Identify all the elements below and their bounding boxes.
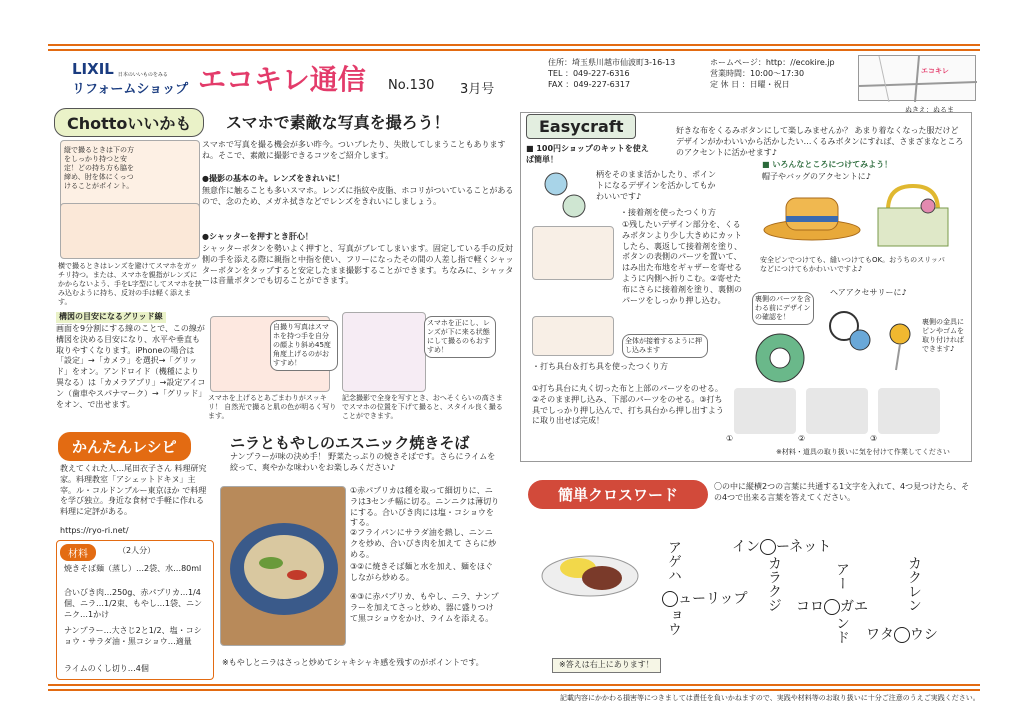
ingredient-2: 合いびき肉…250g、赤パプリカ…1/4個、ニラ…1/2束、もやし…1袋、ニンニク…1かけ	[64, 588, 202, 619]
use-text: 帽子やバッグのアクセントに♪	[762, 172, 871, 181]
button-kit-image	[540, 170, 590, 220]
recipe-note: ※もやしとニラはさっと炒めてシャキシャキ感を残すのがポイントです。	[222, 658, 484, 667]
caption-fullbody-2: 記念撮影で全身を写すとき、おへそくらいの高さまでスマホの位置を下げて撮ると、スタイル良く撮ることができます。	[342, 394, 503, 421]
cw-w4b: ワタ	[866, 627, 894, 643]
cw-w2b: ューリップ	[678, 591, 748, 607]
cw-w4c: ウシ	[909, 627, 938, 643]
recipe-step-4: ④③に赤パプリカ、もやし、ニラ、ナンプラーを加えてさっと炒め、器に盛りつけて黒コショウをかけ、ライムを添える。	[350, 592, 499, 623]
footer-disclaimer: 記載内容にかかわる損害等につきましては責任を負いかねますので、実践や材料等のお取り扱いに十分ご注意のうえご実践ください。	[560, 694, 980, 702]
bag-icon	[870, 182, 956, 248]
cw-word-ageha: アゲハ	[666, 540, 682, 582]
bag-image	[870, 182, 956, 248]
easycraft-intro: 好きな布をくるみボタンにして楽しみませんか？ あまり着なくなった服だけどデザインがかわいいから活かしたい…くるみボタンにすれば、さまざまなところのアクセントに活かせます♪	[676, 126, 964, 157]
cw-word-wataushi	[866, 624, 938, 644]
tip1-heading: ●撮影の基本のキ。レンズをきれいに！	[202, 174, 345, 183]
pin-caption: 安全ピンでつけても、縫いつけてもOK。おうちのスリッパなどにつけてもかわいいですよ♪	[760, 256, 945, 274]
fax: FAX ：049-227-6317	[548, 79, 631, 89]
cw-blank-4[interactable]	[894, 627, 910, 643]
newsletter-title: エコキレ通信	[198, 63, 366, 96]
cw-word-kakurenbo: カクレン	[906, 556, 922, 612]
hair-tie-icon	[820, 300, 920, 374]
fullbody-photo-illustration	[342, 312, 426, 392]
how-steps: ①残したいデザイン部分を、くるみボタンより少し大きめにカットしたら、裏返して接着剤を塗り、ボタンの表側のパーツを置いて、はみ出た布地をギャザーを寄せるように内側へ折りこむ。②寄せた布にさらに接着剤を塗り、裏側のパーツをしっかり押し込む。	[622, 220, 742, 305]
clasp-caption: 裏側の金具にピンやゴムを取り付ければできます♪	[922, 318, 964, 354]
materials-note: ※材料・道具の取り扱いに気を付けて作業してください	[776, 448, 950, 456]
ingredients-label: 材料	[60, 544, 96, 561]
issue-number: No.130	[388, 78, 435, 93]
yakisoba-photo	[220, 486, 346, 646]
press-step-3-image	[878, 388, 940, 434]
plate-icon	[221, 487, 347, 647]
hours-block	[710, 58, 835, 90]
caption-vertical-hold: 縦で撮るときは下の方をしっかり持つと安定！どの持ち方も脇を締め、肘を体にくっつけることがポイント。	[64, 146, 134, 191]
corner-note: ぬきえ：ぬるま	[905, 106, 954, 114]
recipe-url[interactable]: https://ryo-ri.net/	[60, 526, 129, 535]
kit-text: 柄をそのまま活かしたり、ポイントになるデザインを活かしてもかわいいです♪	[596, 170, 716, 201]
company-tagline: 日本のいいものをみる	[117, 72, 168, 78]
how-title: ・接着剤を使ったつくり方	[620, 208, 716, 217]
hands-step2-image	[532, 316, 614, 356]
button-back-icon	[752, 330, 808, 386]
easycraft-tag: Easycraft	[526, 114, 636, 139]
tip2-heading: ●シャッターを押すとき肝心！	[202, 232, 313, 241]
food-plate-icon	[540, 540, 640, 600]
cw-word-karakuji: カラクジ	[766, 556, 782, 612]
press-step-3-number: ③	[870, 434, 878, 443]
cover-button-icon	[540, 170, 590, 220]
ingredient-1: 焼きそば麺（蒸し）…2袋、水…80ml	[64, 564, 202, 573]
press-step-2-number: ②	[798, 434, 806, 443]
cw-w3c: ガエ	[840, 599, 868, 615]
hand-holding-phone-horizontal-image	[60, 203, 200, 259]
contact-block	[548, 58, 675, 90]
how2-steps: ①打ち具台に丸く切った布と上部のパーツをのせる。②そのまま押し込み、下部のパーツをのせる。③打ち具でしっかり押し込んで、打ち具台から押し出すように取り出せば完成！	[532, 384, 724, 426]
grid-title: 構図の目安になるグリッド線	[56, 312, 166, 323]
hat-icon	[762, 186, 862, 242]
issue-month: 3月号	[460, 82, 495, 97]
ingredient-3: ナンプラー…大さじ2と1/2、塩・コショウ・サラダ油・黒コショウ…適量	[64, 626, 202, 646]
use-title: ■ いろんなところにつけてみよう！	[762, 160, 893, 169]
footer-rule	[48, 684, 980, 686]
header-top-rule	[48, 44, 980, 46]
how2-title: ・打ち具台＆打ち具を使ったつくり方	[532, 362, 668, 371]
caption-fullbody: スマホを正にし、レンズが下に来る状態にして撮るのもおすすめ！	[424, 316, 496, 358]
caption-horizontal-hold: 横で撮るときはレンズを避けてスマホをガッチリ持つ。または、スマホを親指がレンズにかからないよう、手をL字型にしてスマホを挟み込むように持ち、反対の手は軽く添えます。	[58, 262, 202, 307]
tip2-text: シャッターボタンを勢いよく押すと、写真がブレてしまいます。固定している手の反対側の手を添える際に親指と中指を使い、フリーになったその間の人差し指で軽くシャッターボタンをタップすると安定したまま撮影することができます。ちなみに、シャッターは音量ボタンでも切ることができます。	[202, 244, 514, 286]
header-top-rule-2	[48, 49, 980, 51]
cw-word-ar: アー	[834, 562, 850, 590]
cw-word-in	[732, 536, 831, 556]
back-caption: 裏側のパーツを含わる前にデザインの確認を！	[752, 292, 814, 325]
shop-map	[858, 55, 976, 101]
crossword-illustration	[540, 540, 640, 600]
cw-word-tulip	[662, 588, 747, 608]
address: 住所：埼玉県川越市仙波町3-16-13	[548, 58, 676, 67]
homepage-link[interactable]: ホームページ：http：//ecokire.jp	[710, 58, 835, 67]
cw-w1b: ーネット	[776, 539, 832, 555]
cw-w1a: イン	[732, 539, 760, 555]
crossword-tag: 簡単クロスワード	[528, 480, 708, 509]
chotto-tag: Chottoいいかも	[54, 108, 204, 137]
footer-rule-2	[48, 689, 980, 691]
recipe-step-1: ①赤パプリカは種を取って細切りに、ニラは3センチ幅に切る。ニンニクは薄切りにする。合いびき肉には塩・コショウをする。	[350, 486, 500, 528]
cw-w3b: コロ	[796, 599, 824, 615]
caption-selfie: 自撮り写真はスマホを持つ手を自分の顔より斜め45度角度上げるのがおすすめ！	[270, 320, 338, 371]
hat-image	[762, 186, 862, 242]
ingredient-4: ライムのくし切り…4個	[64, 664, 149, 673]
press-step-1-image	[734, 388, 796, 434]
press-step-1-number: ①	[726, 434, 734, 443]
crossword-answer-note: ※答えは右上にあります！	[552, 658, 661, 673]
business-hours: 営業時間：10:00～17:30	[710, 68, 805, 78]
recipe-step-3: ③②に焼きそば麺と水を加え、麺をほぐしながら炒める。	[350, 562, 493, 582]
cw-blank-1[interactable]	[760, 539, 776, 555]
cw-blank-2[interactable]	[662, 591, 678, 607]
grid-text: 画面を9分割にする線のことで、この線が構図を決める目安になり、水平や垂直も取りやすくなります。iPhoneの場合は「設定」→「カメラ」を選択→「グリッド」をオン。アンドロイド（機種により異なる）は「カメラアプリ」→設定アイコン（歯車やスパナマーク）→「グリッド」をオン、で出せます。	[56, 324, 206, 409]
tip1-text: 無意作に触ることも多いスマホ。レンズに指紋や皮脂、ホコリがついていることがあるので、念のため、メガネ拭きなどでレンズをきれいにしましょう。	[202, 186, 514, 206]
cw-blank-3[interactable]	[824, 599, 840, 615]
chotto-intro: スマホで写真を撮る機会が多い昨今。ついブレたり、失敗してしまうこともありますね。そこで、素敵に撮影できるコツをご紹介します。	[202, 140, 506, 160]
press-step-2-image	[806, 388, 868, 434]
cw-word-korogae	[796, 596, 868, 616]
tel: TEL ：049-227-6316	[548, 68, 630, 78]
recipe-step-2: ②フライパンにサラダ油を熱し、ニンニクを炒め、合いびき肉を加えて さらに炒める。	[350, 528, 497, 559]
chotto-title: スマホで素敵な写真を撮ろう！	[226, 113, 450, 132]
recipe-lead: ナンプラーが味の決め手！ 野菜たっぷりの焼きそばです。さらにライムを絞って、爽やかな味わいをお楽しみください♪	[230, 452, 496, 472]
map-shop-label: エコキレ	[921, 67, 949, 75]
shop-name: リフォームショップ	[72, 82, 189, 97]
company-name: LIXIL	[72, 60, 114, 78]
crossword-instructions: 〇の中に縦横2つの言葉に共通する1文字を入れて、4つ見つけたら、その4つで出来る言葉を答えてください。	[714, 482, 970, 502]
recipe-title: ニラともやしのエスニック焼きそば	[230, 434, 470, 452]
recipe-tag: かんたんレシピ	[58, 432, 191, 461]
cw-word-nd: ンド	[834, 616, 850, 644]
hair-caption: ヘアアクセサリーに♪	[830, 288, 907, 297]
hair-accessory-image	[820, 300, 920, 374]
recipe-author: 教えてくれた人…尾田衣子さん 料理研究家。料理教室「アシェットドキヌ」主宰。ル・コルドンブルー東京ほか で料理を学び独立。身近な食材で手軽に作れる料理に定評がある。	[60, 464, 207, 517]
holiday: 定 休 日 ：日曜・祝日	[710, 79, 790, 89]
cw-word-chou: ョウ	[666, 608, 682, 636]
glue-note: 全体が接着するように押し込みます	[622, 334, 708, 358]
hands-step1-image	[532, 226, 614, 280]
kit-title: ■ 100円ショップのキットを使えば簡単！	[526, 144, 649, 164]
map-roads-icon	[859, 56, 977, 102]
button-back-image	[752, 330, 808, 386]
servings: （2人分）	[118, 546, 156, 555]
lixil-logo	[72, 60, 188, 97]
caption-selfie-2: スマホを上げるとあごまわりがスッキリ！ 自然光で撮ると肌の色が明るく写ります。	[208, 394, 337, 421]
